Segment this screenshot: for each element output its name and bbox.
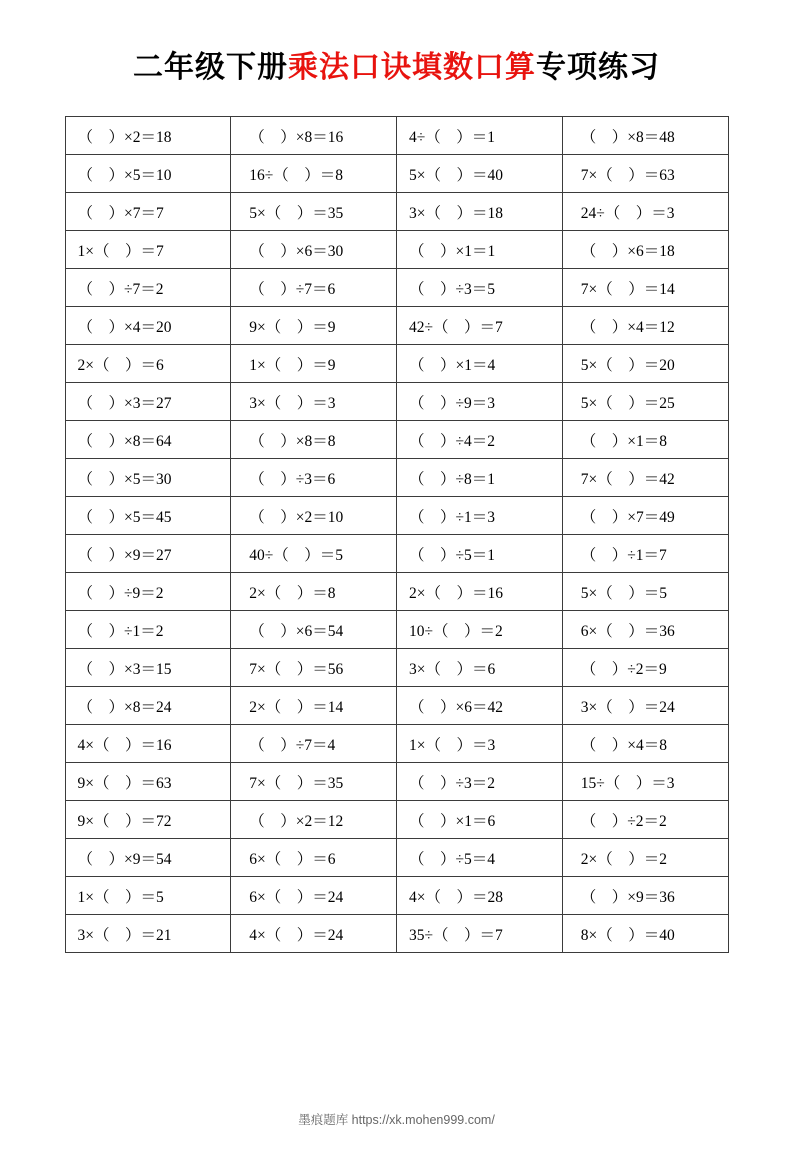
table-row <box>65 383 728 421</box>
exercise-cell[interactable]: 6×（ ）＝24 <box>231 877 397 915</box>
exercise-cell[interactable]: （ ）×4＝8 <box>562 725 728 763</box>
exercise-cell[interactable]: （ ）×3＝27 <box>65 383 231 421</box>
table-row <box>65 687 728 725</box>
exercise-cell[interactable]: 1×（ ）＝9 <box>231 345 397 383</box>
exercise-cell[interactable]: 16÷（ ）＝8 <box>231 155 397 193</box>
exercise-cell[interactable]: （ ）×2＝10 <box>231 497 397 535</box>
exercise-cell[interactable]: 4÷（ ）＝1 <box>397 117 563 155</box>
exercise-cell[interactable]: 3×（ ）＝6 <box>397 649 563 687</box>
table-row <box>65 421 728 459</box>
exercise-cell[interactable]: （ ）×9＝54 <box>65 839 231 877</box>
table-row <box>65 649 728 687</box>
exercise-cell[interactable]: 9×（ ）＝72 <box>65 801 231 839</box>
exercise-cell[interactable]: （ ）÷5＝4 <box>397 839 563 877</box>
exercise-cell[interactable]: 2×（ ）＝2 <box>562 839 728 877</box>
exercise-cell[interactable]: 2×（ ）＝6 <box>65 345 231 383</box>
exercise-cell[interactable]: （ ）×6＝42 <box>397 687 563 725</box>
table-row <box>65 573 728 611</box>
table-row <box>65 231 728 269</box>
table-row <box>65 155 728 193</box>
exercise-cell[interactable]: （ ）÷4＝2 <box>397 421 563 459</box>
exercise-cell[interactable]: （ ）×8＝48 <box>562 117 728 155</box>
exercise-cell[interactable]: 6×（ ）＝6 <box>231 839 397 877</box>
exercise-cell[interactable]: 4×（ ）＝24 <box>231 915 397 953</box>
exercise-cell[interactable]: 4×（ ）＝28 <box>397 877 563 915</box>
page-title-part-3: 专项练习 <box>536 51 660 84</box>
exercise-cell[interactable]: 2×（ ）＝8 <box>231 573 397 611</box>
exercise-cell[interactable]: 15÷（ ）＝3 <box>562 763 728 801</box>
exercise-cell[interactable]: 9×（ ）＝9 <box>231 307 397 345</box>
exercise-cell[interactable]: 7×（ ）＝63 <box>562 155 728 193</box>
exercise-cell[interactable]: （ ）×5＝10 <box>65 155 231 193</box>
exercise-cell[interactable]: （ ）×5＝30 <box>65 459 231 497</box>
exercise-cell[interactable]: （ ）×7＝7 <box>65 193 231 231</box>
exercise-cell[interactable]: （ ）÷2＝9 <box>562 649 728 687</box>
exercise-cell[interactable]: （ ）×4＝12 <box>562 307 728 345</box>
exercise-cell[interactable]: （ ）÷3＝2 <box>397 763 563 801</box>
exercise-cell[interactable]: （ ）×1＝4 <box>397 345 563 383</box>
exercise-cell[interactable]: 5×（ ）＝35 <box>231 193 397 231</box>
exercise-cell[interactable]: 42÷（ ）＝7 <box>397 307 563 345</box>
exercise-cell[interactable]: （ ）÷1＝7 <box>562 535 728 573</box>
exercise-cell[interactable]: （ ）÷7＝4 <box>231 725 397 763</box>
exercise-cell[interactable]: （ ）÷1＝3 <box>397 497 563 535</box>
exercise-cell[interactable]: （ ）×6＝54 <box>231 611 397 649</box>
exercise-cell[interactable]: （ ）÷9＝3 <box>397 383 563 421</box>
exercise-cell[interactable]: （ ）×9＝27 <box>65 535 231 573</box>
exercise-cell[interactable]: （ ）×9＝36 <box>562 877 728 915</box>
exercise-cell[interactable]: （ ）×8＝8 <box>231 421 397 459</box>
table-row <box>65 725 728 763</box>
table-row <box>65 801 728 839</box>
exercise-cell[interactable]: （ ）÷7＝2 <box>65 269 231 307</box>
exercise-cell[interactable]: 35÷（ ）＝7 <box>397 915 563 953</box>
table-row <box>65 307 728 345</box>
exercise-cell[interactable]: 1×（ ）＝3 <box>397 725 563 763</box>
table-row <box>65 535 728 573</box>
exercise-cell[interactable]: （ ）×2＝12 <box>231 801 397 839</box>
exercise-cell[interactable]: 7×（ ）＝14 <box>562 269 728 307</box>
table-row <box>65 877 728 915</box>
table-row <box>65 763 728 801</box>
exercise-cell[interactable]: 7×（ ）＝56 <box>231 649 397 687</box>
exercise-cell[interactable]: 5×（ ）＝5 <box>562 573 728 611</box>
exercise-cell[interactable]: 2×（ ）＝14 <box>231 687 397 725</box>
exercise-cell[interactable]: 1×（ ）＝7 <box>65 231 231 269</box>
exercise-cell[interactable]: 40÷（ ）＝5 <box>231 535 397 573</box>
exercise-cell[interactable]: （ ）÷2＝2 <box>562 801 728 839</box>
table-row <box>65 839 728 877</box>
exercise-cell[interactable]: 5×（ ）＝40 <box>397 155 563 193</box>
exercise-cell[interactable]: （ ）×5＝45 <box>65 497 231 535</box>
exercise-cell[interactable]: （ ）×8＝24 <box>65 687 231 725</box>
exercise-cell[interactable]: 5×（ ）＝25 <box>562 383 728 421</box>
exercise-cell[interactable]: （ ）×1＝8 <box>562 421 728 459</box>
table-row <box>65 345 728 383</box>
exercise-cell[interactable]: 7×（ ）＝35 <box>231 763 397 801</box>
exercise-cell[interactable]: 1×（ ）＝5 <box>65 877 231 915</box>
exercise-cell[interactable]: （ ）×1＝1 <box>397 231 563 269</box>
exercise-cell[interactable]: （ ）×8＝16 <box>231 117 397 155</box>
footer-source: 墨痕题库 https://xk.mohen999.com/ <box>298 1113 495 1127</box>
exercise-cell[interactable]: 4×（ ）＝16 <box>65 725 231 763</box>
exercise-cell[interactable]: 7×（ ）＝42 <box>562 459 728 497</box>
exercise-cell[interactable]: 2×（ ）＝16 <box>397 573 563 611</box>
exercise-cell[interactable]: 3×（ ）＝18 <box>397 193 563 231</box>
exercise-cell[interactable]: 8×（ ）＝40 <box>562 915 728 953</box>
exercise-cell[interactable]: （ ）×4＝20 <box>65 307 231 345</box>
exercise-cell[interactable]: （ ）÷7＝6 <box>231 269 397 307</box>
table-row <box>65 117 728 155</box>
exercise-cell[interactable]: （ ）×1＝6 <box>397 801 563 839</box>
exercise-cell[interactable]: （ ）×3＝15 <box>65 649 231 687</box>
exercise-cell[interactable]: （ ）×8＝64 <box>65 421 231 459</box>
exercise-cell[interactable]: 3×（ ）＝24 <box>562 687 728 725</box>
table-row <box>65 611 728 649</box>
exercise-cell[interactable]: 24÷（ ）＝3 <box>562 193 728 231</box>
page-title-part-2: 乘法口诀填数口算 <box>288 51 536 84</box>
table-row <box>65 269 728 307</box>
exercise-cell[interactable]: （ ）÷5＝1 <box>397 535 563 573</box>
exercise-cell[interactable]: 3×（ ）＝3 <box>231 383 397 421</box>
exercise-cell[interactable]: （ ）÷9＝2 <box>65 573 231 611</box>
exercise-cell[interactable]: （ ）×2＝18 <box>65 117 231 155</box>
table-row <box>65 497 728 535</box>
exercise-cell[interactable]: （ ）×6＝18 <box>562 231 728 269</box>
exercise-cell[interactable]: 9×（ ）＝63 <box>65 763 231 801</box>
exercise-cell[interactable]: （ ）÷1＝2 <box>65 611 231 649</box>
exercise-cell[interactable]: （ ）÷8＝1 <box>397 459 563 497</box>
exercise-cell[interactable]: （ ）÷3＝6 <box>231 459 397 497</box>
table-row <box>65 459 728 497</box>
exercise-cell[interactable]: （ ）÷3＝5 <box>397 269 563 307</box>
exercise-cell[interactable]: 3×（ ）＝21 <box>65 915 231 953</box>
exercise-cell[interactable]: 6×（ ）＝36 <box>562 611 728 649</box>
exercise-cell[interactable]: 10÷（ ）＝2 <box>397 611 563 649</box>
page-title <box>0 42 793 86</box>
exercise-cell[interactable]: （ ）×6＝30 <box>231 231 397 269</box>
page-title-part-1: 二年级下册 <box>133 51 288 84</box>
exercise-table <box>65 116 729 953</box>
exercise-cell[interactable]: 5×（ ）＝20 <box>562 345 728 383</box>
table-row <box>65 193 728 231</box>
worksheet-page <box>0 42 793 1164</box>
exercise-cell[interactable]: （ ）×7＝49 <box>562 497 728 535</box>
table-row <box>65 915 728 953</box>
